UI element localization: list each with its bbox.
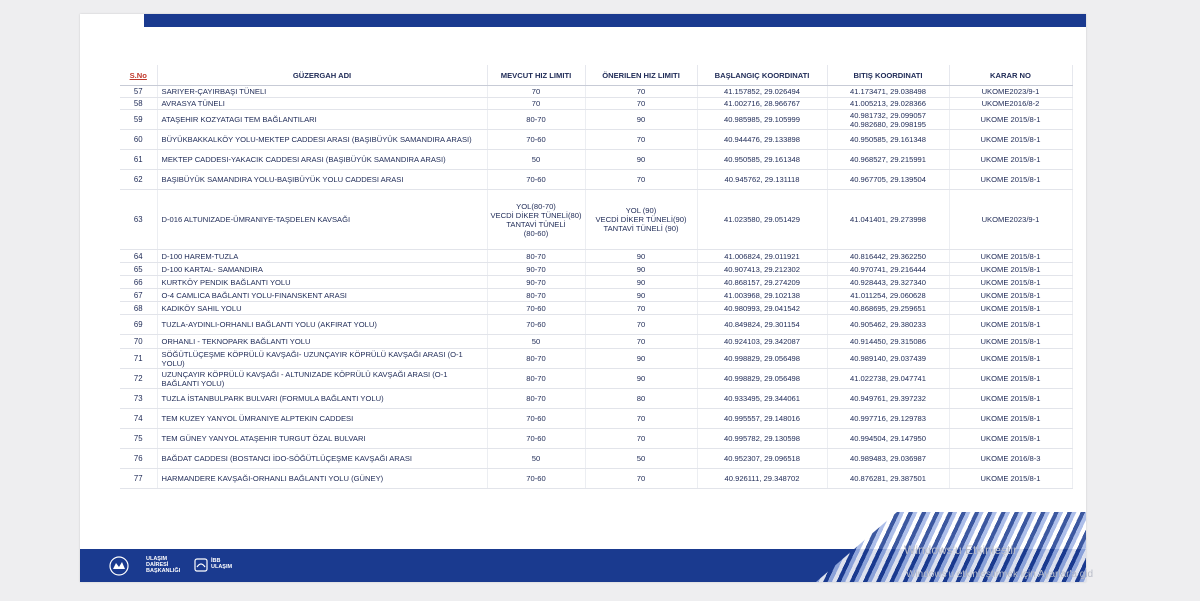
cell-proposed: 90 (585, 110, 697, 130)
cell-no: 66 (120, 276, 157, 289)
cell-end: 41.005213, 29.028366 (827, 98, 949, 110)
cell-route: ATAŞEHIR KOZYATAGI TEM BAĞLANTILARI (157, 110, 487, 130)
cell-no: 73 (120, 389, 157, 409)
table-row (120, 150, 1072, 170)
table-row (120, 389, 1072, 409)
cell-route: D-016 ALTUNIZADE-ÜMRANIYE-TAŞDELEN KAVSAĞI (157, 190, 487, 250)
table-row (120, 335, 1072, 349)
cell-current: 50 (487, 449, 585, 469)
cell-route: TEM GÜNEY YANYOL ATAŞEHIR TURGUT ÖZAL BULVARI (157, 429, 487, 449)
cell-current: 70 (487, 98, 585, 110)
cell-current: 70-60 (487, 130, 585, 150)
cell-current: 70-60 (487, 315, 585, 335)
cell-no: 68 (120, 302, 157, 315)
cell-decision: UKOME 2015/8-1 (949, 469, 1072, 489)
table-row (120, 170, 1072, 190)
cell-proposed: 90 (585, 263, 697, 276)
cell-proposed: YOL (90) VECDİ DİKER TÜNELİ(90) TANTAVİ TÜNELİ (90) (585, 190, 697, 250)
cell-current: 80-70 (487, 250, 585, 263)
cell-end: 41.173471, 29.038498 (827, 86, 949, 98)
cell-end: 41.011254, 29.060628 (827, 289, 949, 302)
table-row (120, 449, 1072, 469)
cell-start: 40.995557, 29.148016 (697, 409, 827, 429)
cell-current: 70 (487, 86, 585, 98)
cell-start: 40.985985, 29.105999 (697, 110, 827, 130)
document-slide (80, 14, 1086, 582)
cell-decision: UKOME 2015/8-1 (949, 150, 1072, 170)
cell-start: 40.945762, 29.131118 (697, 170, 827, 190)
cell-start: 41.003968, 29.102138 (697, 289, 827, 302)
cell-proposed: 90 (585, 250, 697, 263)
cell-end: 40.950585, 29.161348 (827, 130, 949, 150)
cell-current: 90-70 (487, 263, 585, 276)
cell-no: 77 (120, 469, 157, 489)
table-row (120, 349, 1072, 369)
cell-decision: UKOME 2015/8-1 (949, 130, 1072, 150)
cell-end: 40.968527, 29.215991 (827, 150, 949, 170)
cell-no: 71 (120, 349, 157, 369)
table-row (120, 409, 1072, 429)
cell-proposed: 70 (585, 429, 697, 449)
cell-decision: UKOME 2015/8-1 (949, 369, 1072, 389)
cell-current: 80-70 (487, 349, 585, 369)
cell-route: ORHANLI - TEKNOPARK BAĞLANTI YOLU (157, 335, 487, 349)
cell-decision: UKOME 2015/8-1 (949, 170, 1072, 190)
cell-no: 59 (120, 110, 157, 130)
cell-start: 40.952307, 29.096518 (697, 449, 827, 469)
cell-route: SARIYER-ÇAYIRBAŞI TÜNELI (157, 86, 487, 98)
cell-start: 41.002716, 28.966767 (697, 98, 827, 110)
cell-start: 40.998829, 29.056498 (697, 369, 827, 389)
cell-route: D-100 HAREM-TUZLA (157, 250, 487, 263)
cell-decision: UKOME 2015/8-1 (949, 263, 1072, 276)
cell-start: 41.006824, 29.011921 (697, 250, 827, 263)
cell-route: BAĞDAT CADDESI (BOSTANCI İDO-SÖĞÜTLÜÇEŞME KAVŞAĞI ARASI (157, 449, 487, 469)
cell-decision: UKOME2023/9-1 (949, 86, 1072, 98)
table-row (120, 130, 1072, 150)
cell-decision: UKOME 2015/8-1 (949, 389, 1072, 409)
cell-current: 50 (487, 335, 585, 349)
cell-start: 41.157852, 29.026494 (697, 86, 827, 98)
cell-start: 40.998829, 29.056498 (697, 349, 827, 369)
cell-no: 75 (120, 429, 157, 449)
cell-no: 63 (120, 190, 157, 250)
cell-proposed: 90 (585, 150, 697, 170)
cell-proposed: 90 (585, 289, 697, 302)
cell-end: 40.914450, 29.315086 (827, 335, 949, 349)
cell-decision: UKOME 2015/8-1 (949, 349, 1072, 369)
activation-watermark-title: Windows'u Etkinleştir (904, 543, 1017, 557)
table-row (120, 289, 1072, 302)
cell-no: 69 (120, 315, 157, 335)
cell-no: 64 (120, 250, 157, 263)
cell-proposed: 80 (585, 389, 697, 409)
table-row (120, 190, 1072, 250)
cell-no: 76 (120, 449, 157, 469)
cell-end: 40.816442, 29.362250 (827, 250, 949, 263)
cell-no: 61 (120, 150, 157, 170)
cell-no: 67 (120, 289, 157, 302)
cell-decision: UKOME 2015/8-1 (949, 429, 1072, 449)
cell-route: AVRASYA TÜNELI (157, 98, 487, 110)
cell-route: TUZLA-AYDINLI-ORHANLI BAĞLANTI YOLU (AKFIRAT YOLU) (157, 315, 487, 335)
cell-route: D-100 KARTAL- SAMANDIRA (157, 263, 487, 276)
cell-start: 41.023580, 29.051429 (697, 190, 827, 250)
cell-end: 40.989483, 29.036987 (827, 449, 949, 469)
col-header-sno: S.No (120, 65, 157, 86)
cell-no: 70 (120, 335, 157, 349)
cell-start: 40.868157, 29.274209 (697, 276, 827, 289)
cell-route: SÖĞÜTLÜÇEŞME KÖPRÜLÜ KAVŞAĞI- UZUNÇAYIR KÖPRÜLÜ KAVŞAĞI ARASI (O-1 YOLU) (157, 349, 487, 369)
table-body (120, 86, 1072, 489)
cell-current: 50 (487, 150, 585, 170)
cell-start: 40.907413, 29.212302 (697, 263, 827, 276)
cell-decision: UKOME 2015/8-1 (949, 110, 1072, 130)
table-row (120, 250, 1072, 263)
cell-route: KURTKÖY PENDIK BAĞLANTI YOLU (157, 276, 487, 289)
cell-decision: UKOME2016/8-2 (949, 98, 1072, 110)
cell-decision: UKOME 2015/8-1 (949, 276, 1072, 289)
table-row (120, 469, 1072, 489)
cell-proposed: 70 (585, 469, 697, 489)
cell-end: 40.989140, 29.037439 (827, 349, 949, 369)
cell-no: 62 (120, 170, 157, 190)
cell-end: 40.994504, 29.147950 (827, 429, 949, 449)
cell-decision: UKOME 2015/8-1 (949, 335, 1072, 349)
cell-current: 70-60 (487, 302, 585, 315)
cell-start: 40.849824, 29.301154 (697, 315, 827, 335)
col-header-start-coordinate: BAŞLANGIÇ KOORDINATI (697, 65, 827, 86)
cell-route: BÜYÜKBAKKALKÖY YOLU-MEKTEP CADDESI ARASI (BAŞIBÜYÜK SAMANDIRA ARASI) (157, 130, 487, 150)
cell-current: 70-60 (487, 170, 585, 190)
cell-decision: UKOME2023/9-1 (949, 190, 1072, 250)
cell-start: 40.926111, 29.348702 (697, 469, 827, 489)
cell-end: 41.041401, 29.273998 (827, 190, 949, 250)
cell-current: YOL(80-70) VECDİ DİKER TÜNELİ(80) TANTAVİ TÜNELİ (80-60) (487, 190, 585, 250)
cell-current: 80-70 (487, 110, 585, 130)
cell-start: 40.980993, 29.041542 (697, 302, 827, 315)
ulasim-dairesi-logo-text: ULAŞIM DAİRESİ BAŞKANLIĞI (146, 556, 181, 574)
cell-proposed: 70 (585, 302, 697, 315)
table-row (120, 98, 1072, 110)
table-row (120, 369, 1072, 389)
col-header-route: GÜZERGAH ADI (157, 65, 487, 86)
table-header-row (120, 65, 1072, 86)
cell-current: 70-60 (487, 409, 585, 429)
cell-decision: UKOME 2015/8-1 (949, 250, 1072, 263)
cell-current: 70-60 (487, 469, 585, 489)
cell-no: 58 (120, 98, 157, 110)
cell-start: 40.950585, 29.161348 (697, 150, 827, 170)
cell-current: 80-70 (487, 389, 585, 409)
cell-end: 40.997716, 29.129783 (827, 409, 949, 429)
cell-proposed: 70 (585, 130, 697, 150)
cell-start: 40.944476, 29.133898 (697, 130, 827, 150)
cell-end: 40.970741, 29.216444 (827, 263, 949, 276)
table-row (120, 302, 1072, 315)
cell-no: 65 (120, 263, 157, 276)
table-row (120, 86, 1072, 98)
cell-end: 40.868695, 29.259651 (827, 302, 949, 315)
cell-route: KADIKÖY SAHIL YOLU (157, 302, 487, 315)
cell-no: 60 (120, 130, 157, 150)
cell-route: BAŞIBÜYÜK SAMANDIRA YOLU-BAŞIBÜYÜK YOLU CADDESI ARASI (157, 170, 487, 190)
cell-proposed: 90 (585, 276, 697, 289)
cell-route: TUZLA İSTANBULPARK BULVARI (FORMULA BAĞLANTI YOLU) (157, 389, 487, 409)
header-bar (144, 14, 1086, 27)
col-header-end-coordinate: BITIŞ KOORDINATI (827, 65, 949, 86)
cell-decision: UKOME 2015/8-1 (949, 302, 1072, 315)
cell-end: 40.928443, 29.327340 (827, 276, 949, 289)
table-row (120, 429, 1072, 449)
cell-no: 74 (120, 409, 157, 429)
cell-proposed: 50 (585, 449, 697, 469)
table-row (120, 315, 1072, 335)
ido-logo-icon (194, 558, 208, 572)
cell-no: 72 (120, 369, 157, 389)
cell-decision: UKOME 2015/8-1 (949, 409, 1072, 429)
cell-end: 41.022738, 29.047741 (827, 369, 949, 389)
cell-proposed: 90 (585, 349, 697, 369)
cell-route: UZUNÇAYIR KÖPRÜLÜ KAVŞAĞI - ALTUNIZADE KÖPRÜLÜ KAVŞAĞI ARASI (O-1 BAĞLANTI YOLU) (157, 369, 487, 389)
cell-end: 40.905462, 29.380233 (827, 315, 949, 335)
cell-start: 40.995782, 29.130598 (697, 429, 827, 449)
table-row (120, 110, 1072, 130)
cell-route: HARMANDERE KAVŞAĞI-ORHANLI BAĞLANTI YOLU (GÜNEY) (157, 469, 487, 489)
col-header-decision-no: KARAR NO (949, 65, 1072, 86)
cell-decision: UKOME 2015/8-1 (949, 289, 1072, 302)
cell-end: 40.967705, 29.139504 (827, 170, 949, 190)
cell-decision: UKOME 2016/8-3 (949, 449, 1072, 469)
cell-route: MEKTEP CADDESI-YAKACIK CADDESI ARASI (BAŞIBÜYÜK SAMANDIRA ARASI) (157, 150, 487, 170)
cell-proposed: 70 (585, 98, 697, 110)
cell-proposed: 70 (585, 86, 697, 98)
cell-proposed: 70 (585, 315, 697, 335)
cell-current: 80-70 (487, 369, 585, 389)
cell-proposed: 90 (585, 369, 697, 389)
speed-limit-table (120, 65, 1073, 489)
cell-route: TEM KUZEY YANYOL ÜMRANIYE ALPTEKIN CADDESI (157, 409, 487, 429)
col-header-proposed-limit: ÖNERILEN HIZ LIMITI (585, 65, 697, 86)
cell-current: 70-60 (487, 429, 585, 449)
activation-watermark-text: Windows'u etkinleştirmek için Ayarlar'a gid (906, 569, 1094, 580)
cell-current: 80-70 (487, 289, 585, 302)
cell-decision: UKOME 2015/8-1 (949, 315, 1072, 335)
cell-proposed: 70 (585, 170, 697, 190)
cell-proposed: 70 (585, 409, 697, 429)
cell-end: 40.876281, 29.387501 (827, 469, 949, 489)
table-row (120, 263, 1072, 276)
ibb-logo-icon (108, 555, 130, 577)
cell-route: O-4 CAMLICA BAĞLANTI YOLU-FINANSKENT ARASI (157, 289, 487, 302)
cell-current: 90-70 (487, 276, 585, 289)
cell-proposed: 70 (585, 335, 697, 349)
ibb-ulasim-logo-text: İBB ULAŞIM (211, 558, 233, 570)
table-row (120, 276, 1072, 289)
cell-start: 40.933495, 29.344061 (697, 389, 827, 409)
cell-end: 40.981732, 29.099057 40.982680, 29.098195 (827, 110, 949, 130)
cell-end: 40.949761, 29.397232 (827, 389, 949, 409)
cell-start: 40.924103, 29.342087 (697, 335, 827, 349)
col-header-current-limit: MEVCUT HIZ LIMITI (487, 65, 585, 86)
cell-no: 57 (120, 86, 157, 98)
